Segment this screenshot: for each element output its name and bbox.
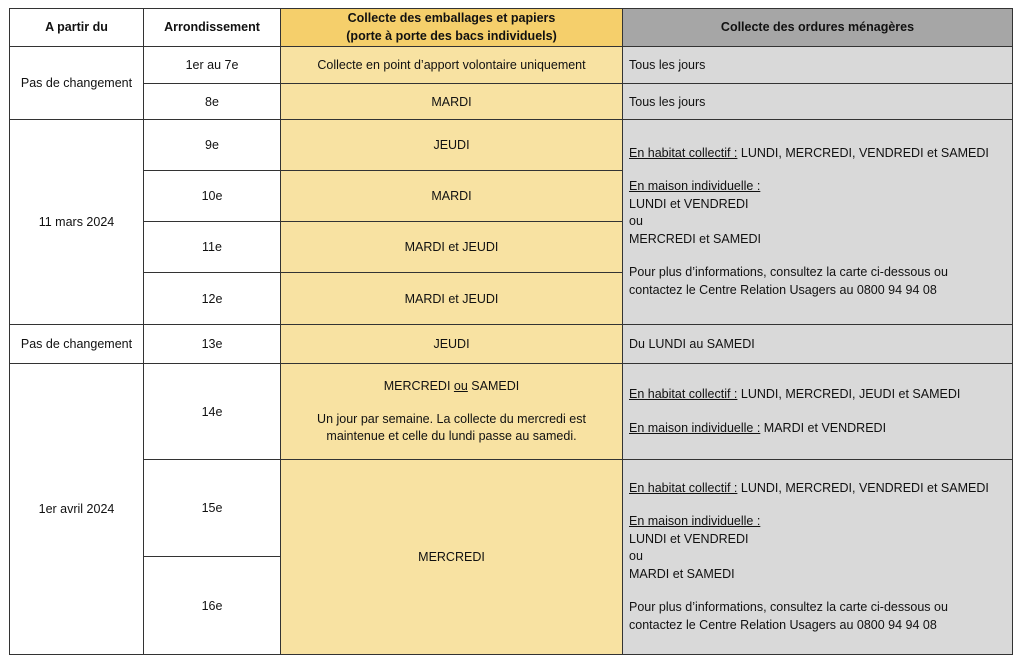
packaging-cell: JEUDI: [281, 325, 623, 364]
collective-days: LUNDI, MERCREDI, JEUDI et SAMEDI: [737, 387, 961, 401]
packaging-cell: JEUDI: [281, 120, 623, 171]
collective-line: [629, 480, 1006, 498]
collective-label: En habitat collectif :: [629, 145, 738, 160]
info-line-1: Pour plus d’informations, consultez la carte ci-dessous ou: [629, 600, 948, 615]
packaging-cell: Collecte en point d’apport volontaire uniquement: [281, 47, 623, 84]
table-row: [10, 364, 1013, 460]
district-cell: 13e: [144, 325, 281, 364]
district-cell: 12e: [144, 273, 281, 325]
info-line-2: contactez le Centre Relation Usagers au 0800 94 94 08: [629, 282, 937, 297]
collective-label: En habitat collectif :: [629, 480, 738, 495]
collective-days: LUNDI, MERCREDI, VENDREDI et SAMEDI: [737, 480, 989, 495]
packaging-days-line: [287, 378, 616, 395]
info-line-1: Pour plus d’informations, consultez la carte ci-dessous ou: [629, 265, 948, 280]
district-cell: 8e: [144, 84, 281, 120]
individual-label: En maison individuelle :: [629, 179, 761, 194]
header-household: Collecte des ordures ménagères: [623, 9, 1013, 47]
date-cell: Pas de changement: [10, 325, 144, 364]
district-cell: 15e: [144, 460, 281, 557]
header-packaging-line1: Collecte des emballages et papiers: [347, 11, 556, 25]
individual-option-1: LUNDI et VENDREDI: [629, 531, 749, 546]
date-cell: 1er avril 2024: [10, 364, 144, 655]
household-cell: Tous les jours: [623, 84, 1013, 120]
district-cell: 1er au 7e: [144, 47, 281, 84]
table-row: [10, 120, 1013, 171]
collective-days: LUNDI, MERCREDI, VENDREDI et SAMEDI: [737, 145, 989, 160]
household-cell: [623, 364, 1013, 460]
individual-days: MARDI et VENDREDI: [760, 420, 887, 435]
header-packaging-line2: (porte à porte des bacs individuels): [346, 28, 557, 43]
info-line-2: contactez le Centre Relation Usagers au 0800 94 94 08: [629, 617, 937, 632]
packaging-or: ou: [453, 379, 468, 393]
header-packaging: [281, 9, 623, 47]
household-cell: Tous les jours: [623, 47, 1013, 84]
packaging-day-2: SAMEDI: [467, 379, 520, 393]
district-cell: 14e: [144, 364, 281, 460]
household-cell: [623, 120, 1013, 325]
date-cell: Pas de changement: [10, 47, 144, 120]
packaging-cell: MARDI: [281, 171, 623, 222]
individual-option-2: MERCREDI et SAMEDI: [629, 231, 761, 246]
packaging-cell: MERCREDI: [281, 460, 623, 655]
individual-option-2: MARDI et SAMEDI: [629, 566, 735, 581]
individual-label: En maison individuelle :: [629, 514, 761, 529]
district-cell: 16e: [144, 557, 281, 655]
individual-line: [629, 420, 1006, 438]
collective-label: En habitat collectif :: [629, 387, 738, 401]
individual-option-1: LUNDI et VENDREDI: [629, 196, 749, 211]
collective-line: [629, 145, 1006, 163]
packaging-note-1: Un jour par semaine. La collecte du mercredi est: [317, 412, 586, 426]
packaging-day-1: MERCREDI: [383, 379, 454, 393]
table-row: [10, 325, 1013, 364]
district-cell: 10e: [144, 171, 281, 222]
district-cell: 11e: [144, 222, 281, 273]
household-cell: Du LUNDI au SAMEDI: [623, 325, 1013, 364]
packaging-cell: MARDI et JEUDI: [281, 222, 623, 273]
or-text: ou: [629, 214, 643, 229]
individual-label: En maison individuelle :: [629, 420, 761, 435]
header-row: [10, 9, 1013, 47]
packaging-note-2: maintenue et celle du lundi passe au samedi.: [326, 429, 577, 443]
header-district: Arrondissement: [144, 9, 281, 47]
date-cell: 11 mars 2024: [10, 120, 144, 325]
district-cell: 9e: [144, 120, 281, 171]
collection-schedule-table: [9, 8, 1013, 655]
household-cell: [623, 460, 1013, 655]
table-row: [10, 460, 1013, 557]
table-row: [10, 47, 1013, 84]
or-text: ou: [629, 549, 643, 564]
collective-line: [629, 386, 1006, 404]
packaging-cell: [281, 364, 623, 460]
table-row: [10, 84, 1013, 120]
packaging-cell: MARDI et JEUDI: [281, 273, 623, 325]
header-date: A partir du: [10, 9, 144, 47]
packaging-cell: MARDI: [281, 84, 623, 120]
